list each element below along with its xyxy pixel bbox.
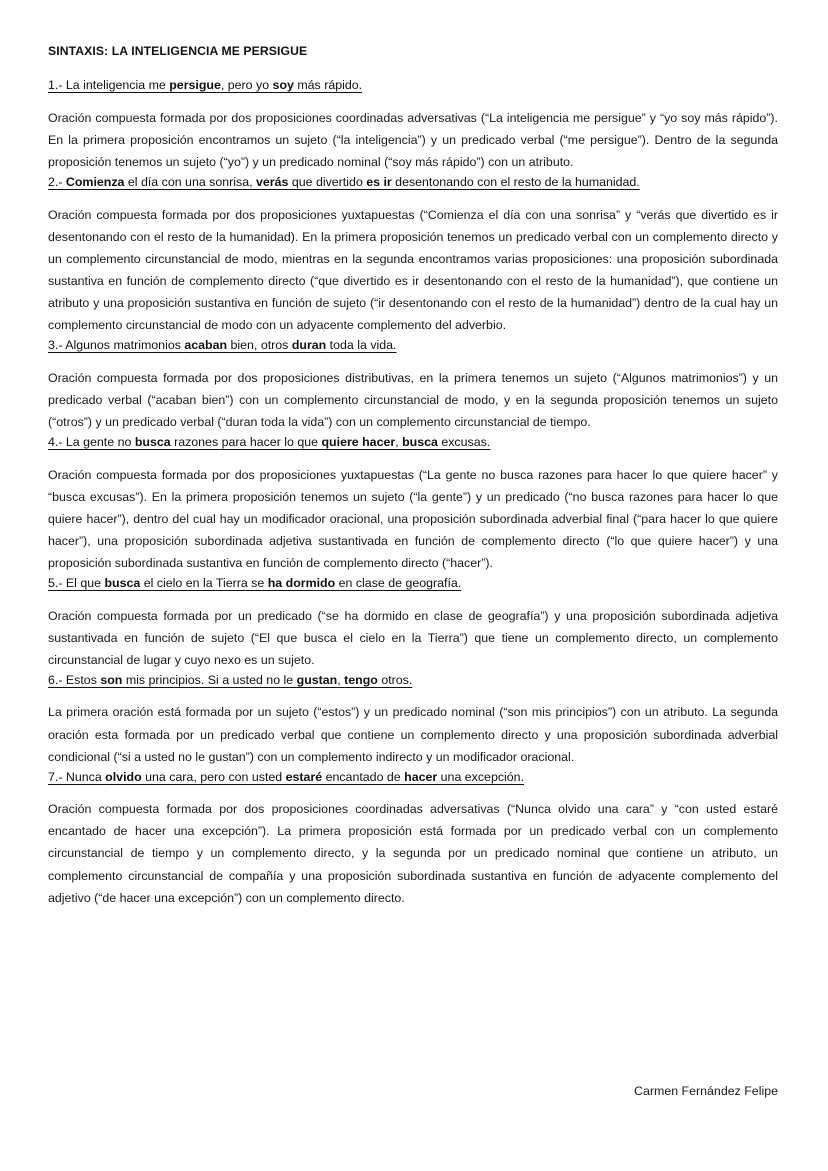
exercise-sentence-heading	[48, 336, 778, 355]
highlighted-term: tengo	[344, 672, 378, 687]
highlighted-term: busca	[134, 435, 171, 450]
exercise-sentence-heading	[48, 433, 778, 452]
highlighted-term: busca	[104, 576, 141, 591]
heading-text-run: bien, otros	[227, 338, 292, 353]
exercise-analysis-paragraph: La primera oración está formada por un sujeto (“estos”) y un predicado nominal (“son mis principios”) con un atributo. La segunda oración esta formada por un predicado verbal que contiene un complemento directo y una proposición subordinada adverbial condicional (“si a usted no le gustan”) con un complemento indirecto y un modificador oracional.	[48, 705, 778, 764]
highlighted-term: estaré	[285, 769, 323, 784]
heading-text-run: ,	[395, 435, 403, 450]
exercise-sentence-heading	[48, 173, 778, 192]
highlighted-term: ha dormido	[267, 576, 336, 591]
heading-text-run: que divertido	[288, 175, 367, 190]
heading-text-run: 2.-	[48, 175, 66, 190]
exercise-list	[48, 76, 778, 908]
heading-text-run: otros.	[377, 672, 413, 687]
heading-text-run: el cielo en la Tierra se	[140, 576, 268, 591]
exercise-analysis-paragraph: Oración compuesta formada por un predicado (“se ha dormido en clase de geografía”) y una proposición subordinada adjetiva sustantivada en función de sujeto (“El que busca el cielo en la Tierra”) que tiene un complemento directo, un complemento circunstancial de lugar y cuyo nexo es un sujeto.	[48, 608, 778, 667]
heading-text-run: 4.- La gente no	[48, 435, 135, 450]
heading-text-run: una cara, pero con usted	[141, 769, 286, 784]
exercise-entry	[48, 574, 778, 671]
exercise-analysis-paragraph: Oración compuesta formada por dos proposiciones yuxtapuestas (“La gente no busca razones para hacer lo que quiere hacer” y “busca excusas”). En la primera proposición tenemos un sujeto (“la gente”) y un predicado (“no busca razones para hacer lo que quiere hacer”), dentro del cual hay un modificador oracional, una proposición subordinada adverbial final (“para hacer lo que quiere hacer”), una proposición subordinada adjetiva sustantivada en función de complemento directo (“lo que quiere hacer”) y una proposición subordinada sustantiva en función de complemento directo (“hacer”).	[48, 467, 778, 570]
heading-text-run: una excepción.	[437, 769, 525, 784]
author-signature: Carmen Fernández Felipe	[634, 1084, 778, 1098]
exercise-entry	[48, 76, 778, 173]
heading-text-run: 3.- Algunos matrimonios	[48, 338, 185, 353]
heading-text-run: razones para hacer lo que	[170, 435, 322, 450]
highlighted-term: olvido	[105, 769, 142, 784]
exercise-analysis-paragraph: Oración compuesta formada por dos proposiciones distributivas, en la primera tenemos un sujeto (“Algunos matrimonios”) y un predicado verbal (“acaban bien”) con un complemento circunstancial de modo, y en la segunda proposición tenemos un sujeto (“otros”) y un predicado verbal (“duran toda la vida”) con un complemento circunstancial de tiempo.	[48, 370, 778, 429]
heading-text-run: ,	[337, 672, 345, 687]
highlighted-term: es ir	[366, 175, 392, 190]
highlighted-term: son	[100, 672, 123, 687]
highlighted-term: verás	[256, 175, 289, 190]
heading-text-run: 1.- La inteligencia me	[48, 78, 170, 93]
exercise-entry	[48, 336, 778, 433]
highlighted-term: gustan	[296, 672, 338, 687]
heading-text-run: , pero yo	[220, 78, 273, 93]
highlighted-term: hacer	[404, 769, 438, 784]
heading-text-run: 6.- Estos	[48, 672, 101, 687]
highlighted-term: busca	[402, 435, 438, 450]
exercise-sentence-heading	[48, 76, 778, 95]
exercise-sentence-heading	[48, 671, 778, 690]
heading-text-run: 7.- Nunca	[48, 769, 106, 784]
highlighted-term: soy	[272, 78, 294, 93]
heading-text-run: excusas.	[437, 435, 491, 450]
exercise-sentence-heading	[48, 574, 778, 593]
heading-text-run: desentonando con el resto de la humanidad.	[391, 175, 640, 190]
heading-text-run: más rápido.	[293, 78, 363, 93]
highlighted-term: Comienza	[65, 175, 125, 190]
exercise-entry	[48, 433, 778, 574]
heading-text-run: 5.- El que	[48, 576, 105, 591]
heading-text-run: toda la vida.	[326, 338, 397, 353]
exercise-entry	[48, 768, 778, 909]
exercise-entry	[48, 173, 778, 336]
exercise-entry	[48, 671, 778, 768]
highlighted-term: acaban	[184, 338, 228, 353]
heading-text-run: mis principios. Si a usted no le	[122, 672, 297, 687]
exercise-analysis-paragraph: Oración compuesta formada por dos proposiciones coordinadas adversativas (“La inteligencia me persigue” y “yo soy más rápido”). En la primera proposición encontramos un sujeto (“la inteligencia”) y un predicado verbal (“me persigue”). Dentro de la segunda proposición tenemos un sujeto (“yo”) y un predicado nominal (“soy más rápido”) con un atributo.	[48, 110, 778, 170]
page-title: SINTAXIS: LA INTELIGENCIA ME PERSIGUE	[48, 44, 308, 58]
highlighted-term: quiere hacer	[321, 435, 396, 450]
heading-text-run: encantado de	[322, 769, 405, 784]
highlighted-term: persigue	[169, 78, 221, 93]
exercise-sentence-heading	[48, 768, 778, 787]
highlighted-term: duran	[291, 338, 327, 353]
heading-text-run: en clase de geografía.	[335, 576, 462, 591]
heading-text-run: el día con una sonrisa,	[124, 175, 256, 190]
exercise-analysis-paragraph: Oración compuesta formada por dos proposiciones coordinadas adversativas (“Nunca olvido una cara” y “con usted estaré encantado de hacer una excepción”). La primera proposición está formada por un predicado verbal con un complemento circunstancial de tiempo y un complemento directo, y la segunda por un predicado nominal que contiene un atributo, un complemento circunstancial de compañía y una proposición subordinada sustantiva en función de adyacente complemento del adjetivo (“de hacer una excepción”) con un complemento directo.	[48, 802, 778, 905]
exercise-analysis-paragraph: Oración compuesta formada por dos proposiciones yuxtapuestas (“Comienza el día con una sonrisa” y “verás que divertido es ir desentonando con el resto de la humanidad). En la primera proposición tenemos un predicado verbal con un complemento directo y un complemento circunstancial de modo, mientras en la segunda encontramos varias proposiciones: una proposición subordinada sustantiva en función de complemento directo (“que divertido es ir desentonando con el resto de la humanidad”), que contiene un atributo y una proposición sustantiva en función de sujeto (“ir desentonando con el resto de la humanidad”) dentro de la cual hay un complemento circunstancial de modo con un adyacente complemento del adverbio.	[48, 207, 778, 333]
